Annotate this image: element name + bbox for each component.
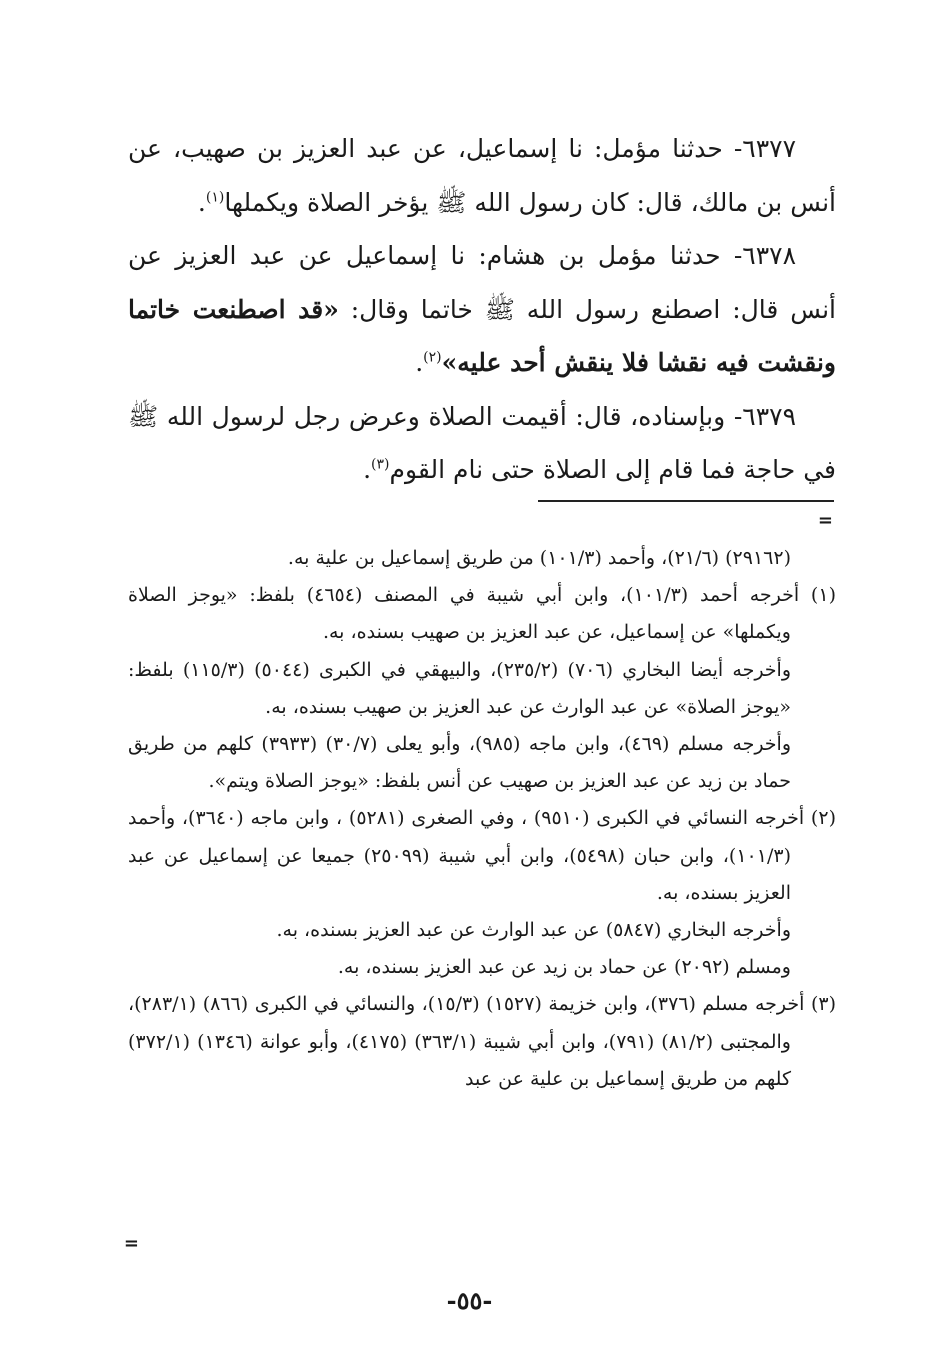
hadith-6378: ٦٣٧٨- حدثنا مؤمل بن هشام: نا إسماعيل عن عبد العزيز عن أنس قال: اصطنع رسول الله ﷺ خاتما وقال: «قد اصطنعت خاتما ونقشت فيه نقشا فلا ينقش أحد عليه»$^{(٢)}$. xyxy=(128,241,837,377)
footnote-ref-1[interactable]: (١) xyxy=(205,189,225,206)
continuation-mark-top: = xyxy=(817,510,833,531)
footnote-1: (١) أخرجه أحمد (١٠١/٣)، وابن أبي شيبة في المصنف (٤٦٥٤) بلفظ: «يوجز الصلاة ويكملها» عن إسماعيل، عن عبد العزيز بن صهيب بسنده، به. xyxy=(128,584,836,644)
footnote-ref-2[interactable]: (٢) xyxy=(423,349,442,366)
prophetic-quote: «قد اصطنعت خاتما ونقشت فيه نقشا فلا ينقش أحد عليه» xyxy=(128,294,836,377)
footnote-separator xyxy=(538,500,834,502)
footnote-1-part-2: وأخرجه أيضا البخاري (٧٠٦) (٢٣٥/٢)، والبيهقي في الكبرى (٥٠٤٤) (١١٥/٣) بلفظ: «يوجز الصلاة» عن عبد الوارث عن عبد العزيز بن صهيب بسنده، به. xyxy=(128,658,791,718)
main-text xyxy=(128,122,836,497)
footnotes xyxy=(128,540,836,1098)
hadith-6377: ٦٣٧٧- حدثنا مؤمل: نا إسماعيل، عن عبد العزيز بن صهيب، عن أنس بن مالك، قال: كان رسول الله ﷺ يؤخر الصلاة ويكملها$^{(١)}$. xyxy=(128,134,836,217)
footnote-ref-3[interactable]: (٣) xyxy=(371,456,390,473)
continuation-mark-bottom: = xyxy=(123,1233,139,1254)
footnote-2: (٢) أخرجه النسائي في الكبرى (٩٥١٠) ، وفي الصغرى (٥٢٨١) ، وابن ماجه (٣٦٤٠)، وأحمد (١٠١/٣)، وابن حبان (٥٤٩٨)، وابن أبي شيبة (٢٥٠٩٩) جميعا عن إسماعيل عن عبد العزيز بسنده، به. xyxy=(128,807,836,904)
footnote-2-part-3: ومسلم (٢٠٩٢) عن حماد بن زيد عن عبد العزيز بسنده، به. xyxy=(337,956,791,979)
footnote-carry-over: (٢٩١٦٢) (٢١/٦)، وأحمد (١٠١/٣) من طريق إسماعيل بن علية به. xyxy=(287,547,791,569)
footnote-3: (٣) أخرجه مسلم (٣٧٦)، وابن خزيمة (١٥٢٧) (١٥/٣)، والنسائي في الكبرى (٨٦٦) (٢٨٣/١)، والمجتبى (٨١/٢) (٧٩١)، وابن أبي شيبة (٣٦٣/١) (٤١٧٥)، وأبو عوانة (١٣٤٦) (٣٧٢/١) كلهم من طريق إسماعيل بن علية عن عبد xyxy=(128,993,837,1090)
footnote-2-part-2: وأخرجه البخاري (٥٨٤٧) عن عبد الوارث عن عبد العزيز بسنده، به. xyxy=(276,919,791,942)
page-number: -٥٥- xyxy=(446,1286,493,1315)
hadith-6379: ٦٣٧٩- وبإسناده، قال: أقيمت الصلاة وعرض رجل لرسول الله ﷺ في حاجة فما قام إلى الصلاة حتى نام القوم$^{(٣)}$. xyxy=(128,401,836,484)
footnote-1-part-3: وأخرجه مسلم (٤٦٩)، وابن ماجه (٩٨٥)، وأبو يعلى (٣٠/٧) (٣٩٣٣) كلهم من طريق حماد بن زيد عن عبد العزيز بن صهيب عن أنس بلفظ: «يوجز الصلاة ويتم». xyxy=(128,733,791,793)
